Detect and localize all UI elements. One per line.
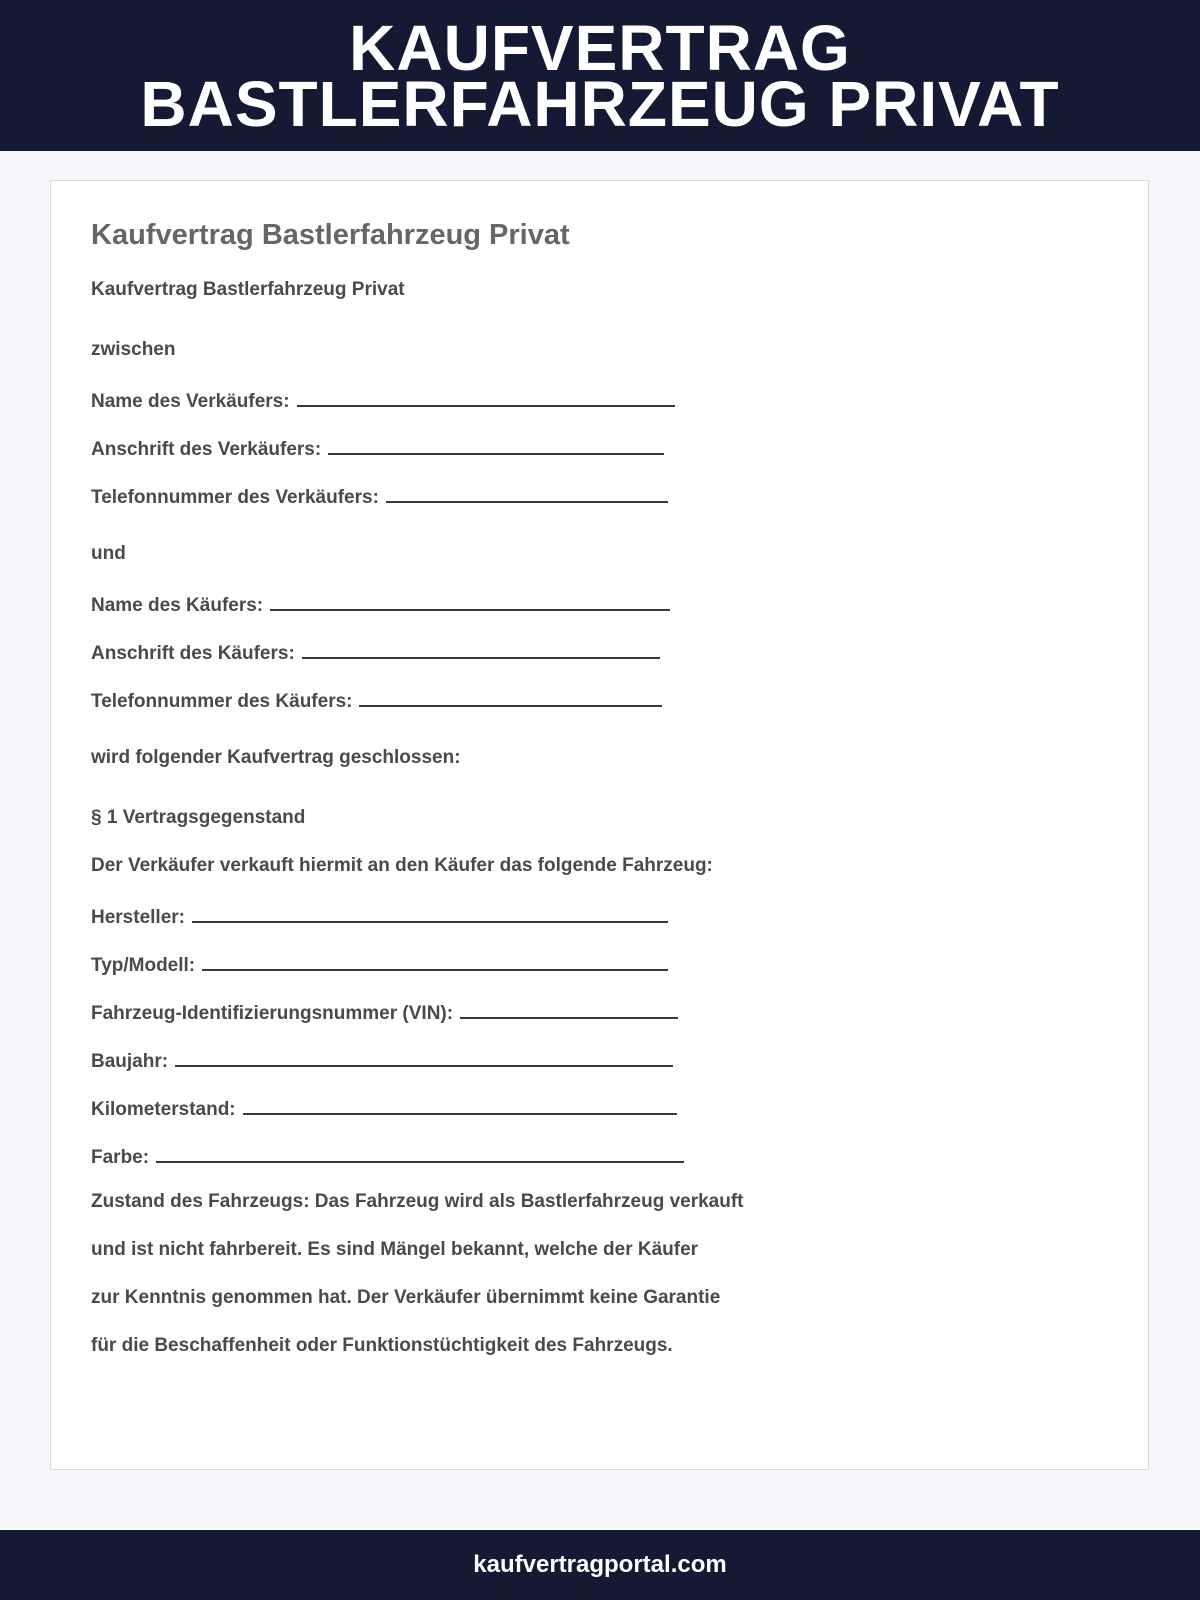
condition-line-1: Zustand des Fahrzeugs: Das Fahrzeug wird als Bastlerfahrzeug verkauft bbox=[91, 1191, 744, 1212]
year-blank[interactable] bbox=[175, 1047, 673, 1067]
footer-banner bbox=[0, 1530, 1200, 1600]
model-field[interactable] bbox=[91, 951, 668, 977]
condition-line-2: und ist nicht fahrbereit. Es sind Mängel bekannt, welche der Käufer bbox=[91, 1239, 699, 1260]
seller-phone-field[interactable] bbox=[91, 483, 668, 509]
condition-line-4: für die Beschaffenheit oder Funktionstüchtigkeit des Fahrzeugs. bbox=[91, 1335, 673, 1356]
mileage-label: Kilometerstand: bbox=[91, 1099, 236, 1120]
color-label: Farbe: bbox=[91, 1147, 150, 1168]
document-subtitle: Kaufvertrag Bastlerfahrzeug Privat bbox=[91, 279, 405, 300]
buyer-phone-field[interactable] bbox=[91, 687, 662, 713]
buyer-name-blank[interactable] bbox=[270, 591, 670, 611]
manufacturer-blank[interactable] bbox=[192, 903, 668, 923]
seller-name-label: Name des Verkäufers: bbox=[91, 391, 290, 412]
seller-address-blank[interactable] bbox=[328, 435, 664, 455]
buyer-address-field[interactable] bbox=[91, 639, 660, 665]
seller-address-label: Anschrift des Verkäufers: bbox=[91, 439, 322, 460]
contract-document bbox=[50, 180, 1149, 1470]
and-text: und bbox=[91, 543, 126, 564]
vin-field[interactable] bbox=[91, 999, 678, 1025]
banner-title-line-1: KAUFVERTRAG bbox=[349, 11, 851, 84]
seller-phone-blank[interactable] bbox=[386, 483, 668, 503]
mileage-field[interactable] bbox=[91, 1095, 677, 1121]
condition-line-3: zur Kenntnis genommen hat. Der Verkäufer übernimmt keine Garantie bbox=[91, 1287, 721, 1308]
buyer-phone-blank[interactable] bbox=[359, 687, 662, 707]
color-field[interactable] bbox=[91, 1143, 684, 1169]
manufacturer-field[interactable] bbox=[91, 903, 668, 929]
document-title: Kaufvertrag Bastlerfahrzeug Privat bbox=[91, 219, 570, 251]
buyer-phone-label: Telefonnummer des Käufers: bbox=[91, 691, 353, 712]
section-1-heading: § 1 Vertragsgegenstand bbox=[91, 807, 306, 828]
vin-label: Fahrzeug-Identifizierungsnummer (VIN): bbox=[91, 1003, 454, 1024]
year-label: Baujahr: bbox=[91, 1051, 169, 1072]
model-blank[interactable] bbox=[202, 951, 668, 971]
mileage-blank[interactable] bbox=[243, 1095, 677, 1115]
footer-website-link[interactable]: kaufvertragportal.com bbox=[473, 1551, 727, 1578]
seller-phone-label: Telefonnummer des Verkäufers: bbox=[91, 487, 379, 508]
seller-name-field[interactable] bbox=[91, 387, 675, 413]
banner-title-line-2: BASTLERFAHRZEUG PRIVAT bbox=[140, 67, 1060, 140]
buyer-address-blank[interactable] bbox=[302, 639, 660, 659]
section-1-intro: Der Verkäufer verkauft hiermit an den Käufer das folgende Fahrzeug: bbox=[91, 855, 713, 876]
buyer-address-label: Anschrift des Käufers: bbox=[91, 643, 295, 664]
model-label: Typ/Modell: bbox=[91, 955, 196, 976]
vin-blank[interactable] bbox=[460, 999, 678, 1019]
top-banner bbox=[0, 0, 1200, 151]
seller-address-field[interactable] bbox=[91, 435, 664, 461]
buyer-name-label: Name des Käufers: bbox=[91, 595, 264, 616]
manufacturer-label: Hersteller: bbox=[91, 907, 185, 928]
year-field[interactable] bbox=[91, 1047, 673, 1073]
buyer-name-field[interactable] bbox=[91, 591, 670, 617]
between-text: zwischen bbox=[91, 339, 176, 360]
color-blank[interactable] bbox=[156, 1143, 684, 1163]
contract-concluded-text: wird folgender Kaufvertrag geschlossen: bbox=[91, 747, 461, 768]
seller-name-blank[interactable] bbox=[297, 387, 675, 407]
